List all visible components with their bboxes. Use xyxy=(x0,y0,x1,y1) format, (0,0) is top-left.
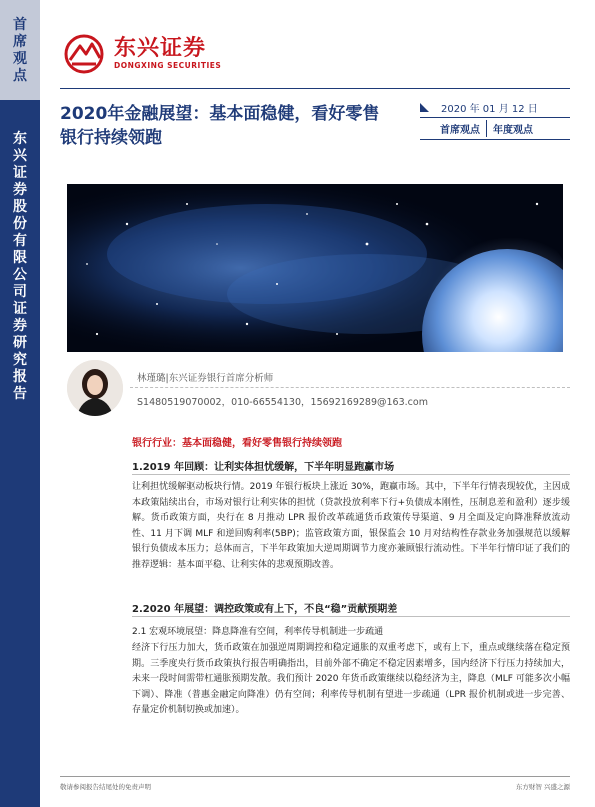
sidebar xyxy=(0,0,40,807)
company-logo xyxy=(60,34,221,74)
space-planet-illustration xyxy=(67,184,563,352)
footer-divider xyxy=(60,776,570,777)
analyst-name: 林瑾璐|东兴证券银行首席分析师 xyxy=(137,373,274,384)
analyst-divider xyxy=(130,387,570,388)
logo-english-name: DONGXING SECURITIES xyxy=(114,61,222,70)
footer-disclaimer: 敬请参阅报告结尾处的免责声明 xyxy=(60,783,151,791)
date-marker-icon xyxy=(420,103,429,112)
logo-mark-icon xyxy=(60,34,108,74)
tag-category: 首席观点 xyxy=(420,120,487,137)
section2-divider xyxy=(132,616,570,617)
analyst-contact: S1480519070002，010-66554130，15692169289@163.com xyxy=(137,397,428,408)
section2-heading: 2.2020 年展望：调控政策或有上下，不良“稳”贡献预期差 xyxy=(132,604,398,615)
tag-divider xyxy=(420,139,570,140)
sidebar-category-label: 首 席 观 点 xyxy=(13,17,27,84)
section1-paragraph: 让利担忧缓解驱动板块行情。2019 年银行板块上涨近 30%，跑赢市场。其中，下半年行情表现较优，主因成本政策陆续出台，市场对银行让利实体的担忧（贷款投放利率下行+负债成本刚性，压制息差和盈利）逐步缓解。货币政策方面，央行在 8 月推动 LPR 报价改革疏通货币政策传导渠道、9 月全面及定向降准释放流动性、11 月下调 MLF 和逆回购利率(5BP)；监管政策方面，银保监会 10 月对结构性存款业务加强规范以缓解银行负债成本压力；总体而言，下半年政策加大逆周期调节力度亦兼顾银行流动性。下半年行情印证了我们的推荐逻辑：基本面平稳、让利实体的悲观预期改善。 xyxy=(132,482,570,570)
logo-chinese-name: 东兴证券 xyxy=(114,36,207,61)
sidebar-company-label: 东 兴 证 券 股 份 有 限 公 司 证 券 研 究 报 告 xyxy=(13,131,27,402)
section2-subheading: 2.1 宏观环境展望：降息降准有空间，利率传导机制进一步疏通 xyxy=(132,627,384,637)
header-divider xyxy=(60,88,570,89)
section2-paragraph: 经济下行压力加大，货币政策在加强逆周期调控和稳定通胀的双重考虑下，或有上下，重点或继续落在稳定预期。三季度央行货币政策执行报告明确指出，目前外部不确定不稳定因素增多，国内经济下行压力持续加大，未来一段时间需带杠通胀预期发散。我们预计 2020 年货币政策继续以稳经济为主，降息（MLF 可能多次小幅下调）、降准（普惠金融定向降准）仍有空间；利率传导机制有望进一步疏通（LPR 报价机制或进一步完善、存量定价机制切换或加速）。 xyxy=(132,643,570,715)
tag-type: 年度观点 xyxy=(493,125,533,136)
date-block xyxy=(420,100,570,140)
analyst-avatar xyxy=(67,360,123,416)
section1-divider xyxy=(132,474,570,475)
sector-headline: 银行行业：基本面稳健，看好零售银行持续领跑 xyxy=(132,438,342,449)
report-title: 2020年金融展望：基本面稳健，看好零售银行持续领跑 xyxy=(60,104,380,148)
report-date: 2020 年 01 月 12 日 xyxy=(441,103,538,115)
footer-slogan: 东方财智 兴盛之源 xyxy=(515,783,570,791)
section1-heading: 1.2019 年回顾：让利实体担忧缓解，下半年明显跑赢市场 xyxy=(132,462,395,473)
date-divider xyxy=(420,117,570,118)
hero-image xyxy=(67,184,563,352)
analyst-portrait-icon xyxy=(67,360,123,416)
